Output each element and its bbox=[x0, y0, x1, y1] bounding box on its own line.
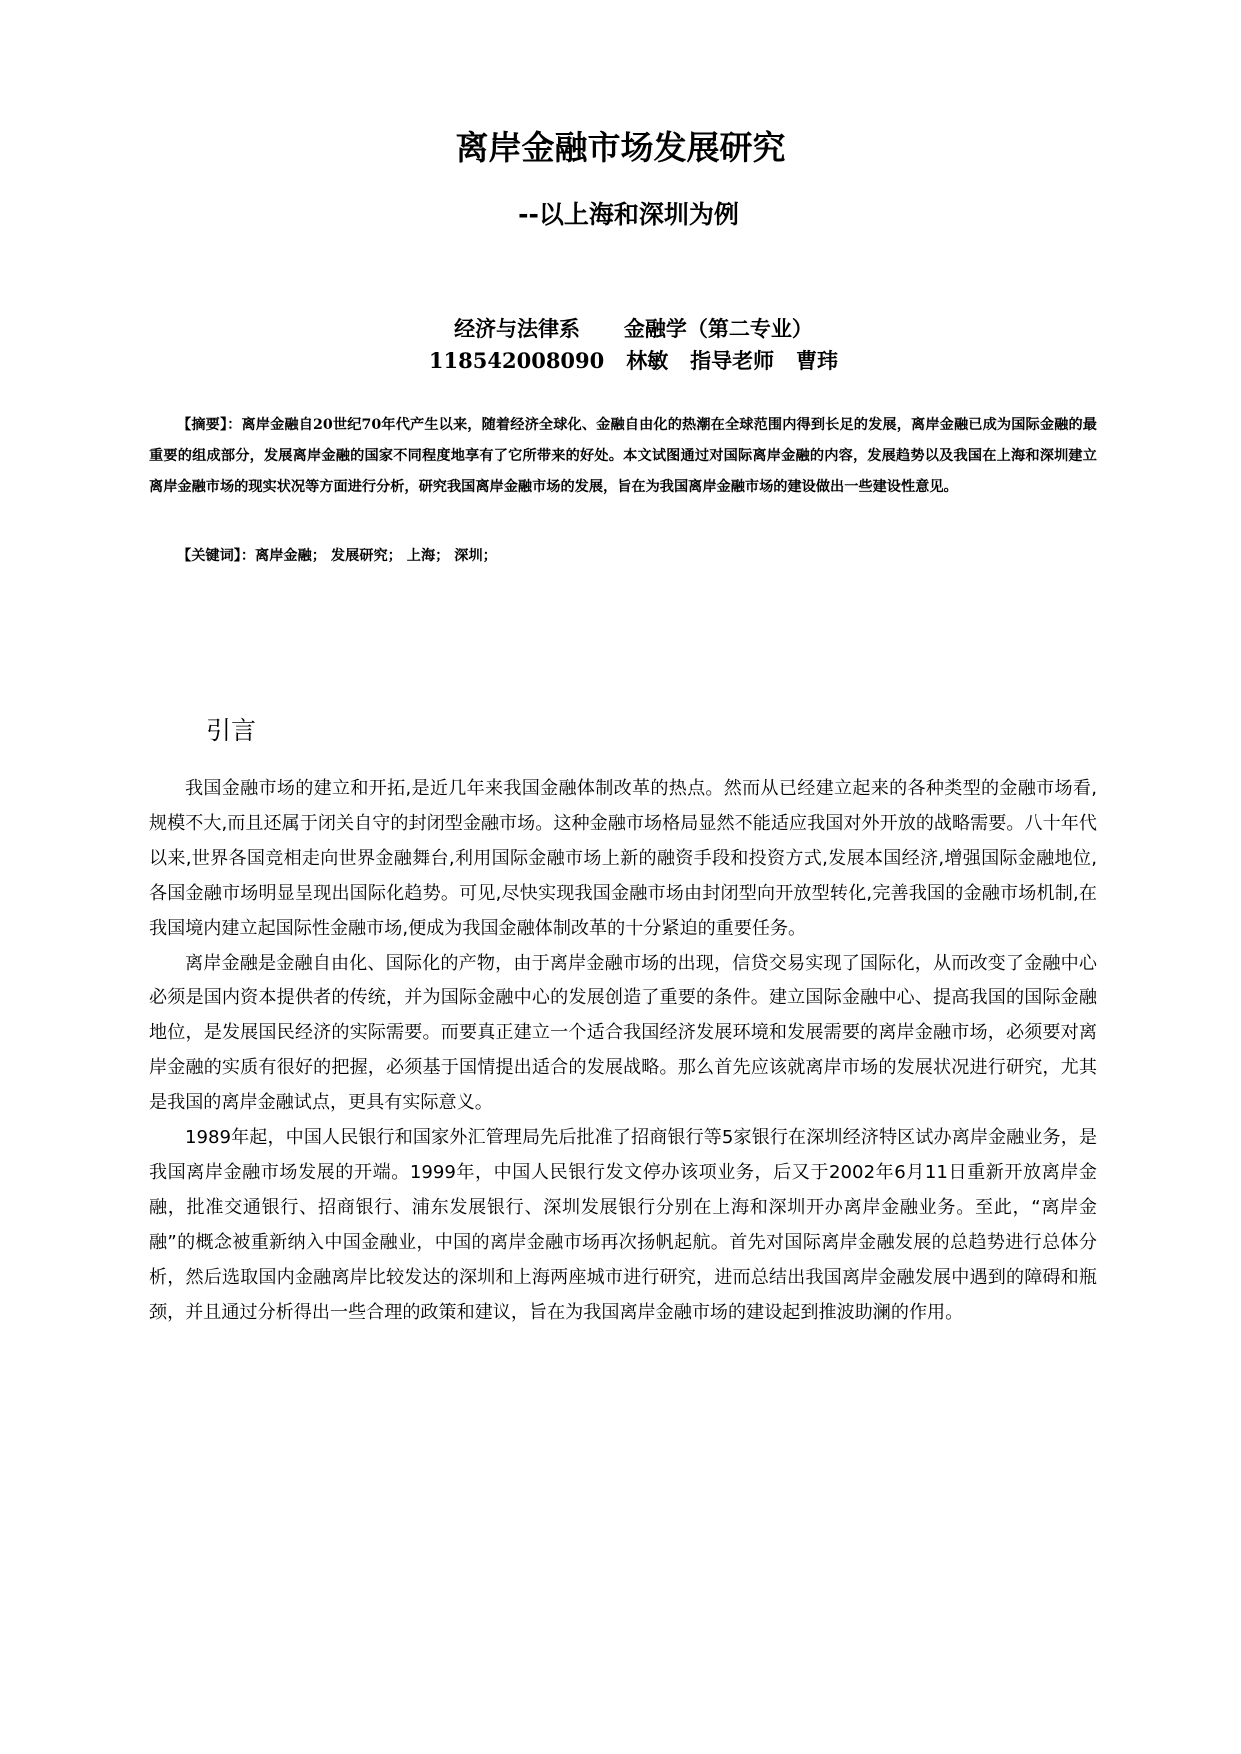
body-paragraph: 1989年起，中国人民银行和国家外汇管理局先后批准了招商银行等5家银行在深圳经济特区试办离岸金融业务，是我国离岸金融市场发展的开端。1999年，中国人民银行发文停办该项业务，后又于2002年6月11日重新开放离岸金融，批准交通银行、招商银行、浦东发展银行、深圳发展银行分别在上海和深圳开办离岸金融业务。至此，“离岸金融”的概念被重新纳入中国金融业，中国的离岸金融市场再次扬帆起航。首先对国际离岸金融发展的总趋势进行总体分析，然后选取国内金融离岸比较发达的深圳和上海两座城市进行研究，进而总结出我国离岸金融发展中遇到的障碍和瓶颈，并且通过分析得出一些合理的政策和建议，旨在为我国离岸金融市场的建设起到推波助澜的作用。 bbox=[149, 1127, 1097, 1323]
document-title: 离岸金融市场发展研究 bbox=[455, 128, 786, 167]
abstract-label: 【摘要】： bbox=[177, 417, 242, 433]
abstract-text: 离岸金融自20世纪70年代产生以来，随着经济全球化、金融自由化的热潮在全球范围内得到长足的发展，离岸金融已成为国际金融的最重要的组成部分，发展离岸金融的国家不同程度地享有了它所带来的好处。本文试图通过对国际离岸金融的内容，发展趋势以及我国在上海和深圳建立离岸金融市场的现实状况等方面进行分析，研究我国离岸金融市场的发展，旨在为我国离岸金融市场的建设做出一些建设性意见。 bbox=[149, 417, 1097, 495]
introduction-body bbox=[149, 772, 1097, 1331]
author-id-name-advisor: 118542008090 林敏 指导老师 曹玮 bbox=[428, 348, 839, 373]
body-paragraph: 我国金融市场的建立和开拓,是近几年来我国金融体制改革的热点。然而从已经建立起来的各种类型的金融市场看,规模不大,而且还属于闭关自守的封闭型金融市场。这种金融市场格局显然不能适应我国对外开放的战略需要。八十年代以来,世界各国竞相走向世界金融舞台,利用国际金融市场上新的融资手段和投资方式,发展本国经济,增强国际金融地位,各国金融市场明显呈现出国际化趋势。可见,尽快实现我国金融市场由封闭型向开放型转化,完善我国的金融市场机制,在我国境内建立起国际性金融市场,便成为我国金融体制改革的十分紧迫的重要任务。 bbox=[149, 778, 1097, 939]
keywords-block bbox=[149, 541, 1097, 572]
body-paragraph: 离岸金融是金融自由化、国际化的产物，由于离岸金融市场的出现，信贷交易实现了国际化，从而改变了金融中心必须是国内资本提供者的传统，并为国际金融中心的发展创造了重要的条件。建立国际金融中心、提高我国的国际金融地位，是发展国民经济的实际需要。而要真正建立一个适合我国经济发展环境和发展需要的离岸金融市场，必须要对离岸金融的实质有很好的把握，必须基于国情提出适合的发展战略。那么首先应该就离岸市场的发展状况进行研究，尤其是我国的离岸金融试点，更具有实际意义。 bbox=[149, 952, 1097, 1114]
section-heading-introduction: 引言 bbox=[206, 716, 257, 745]
keywords-label: 【关键词】： bbox=[177, 548, 256, 564]
document-subtitle: --以上海和深圳为例 bbox=[518, 200, 739, 229]
author-department-major: 经济与法律系 金融学（第二专业） bbox=[454, 316, 813, 341]
abstract-block bbox=[149, 410, 1097, 503]
keywords-text: 离岸金融； 发展研究； 上海； 深圳； bbox=[255, 548, 497, 564]
